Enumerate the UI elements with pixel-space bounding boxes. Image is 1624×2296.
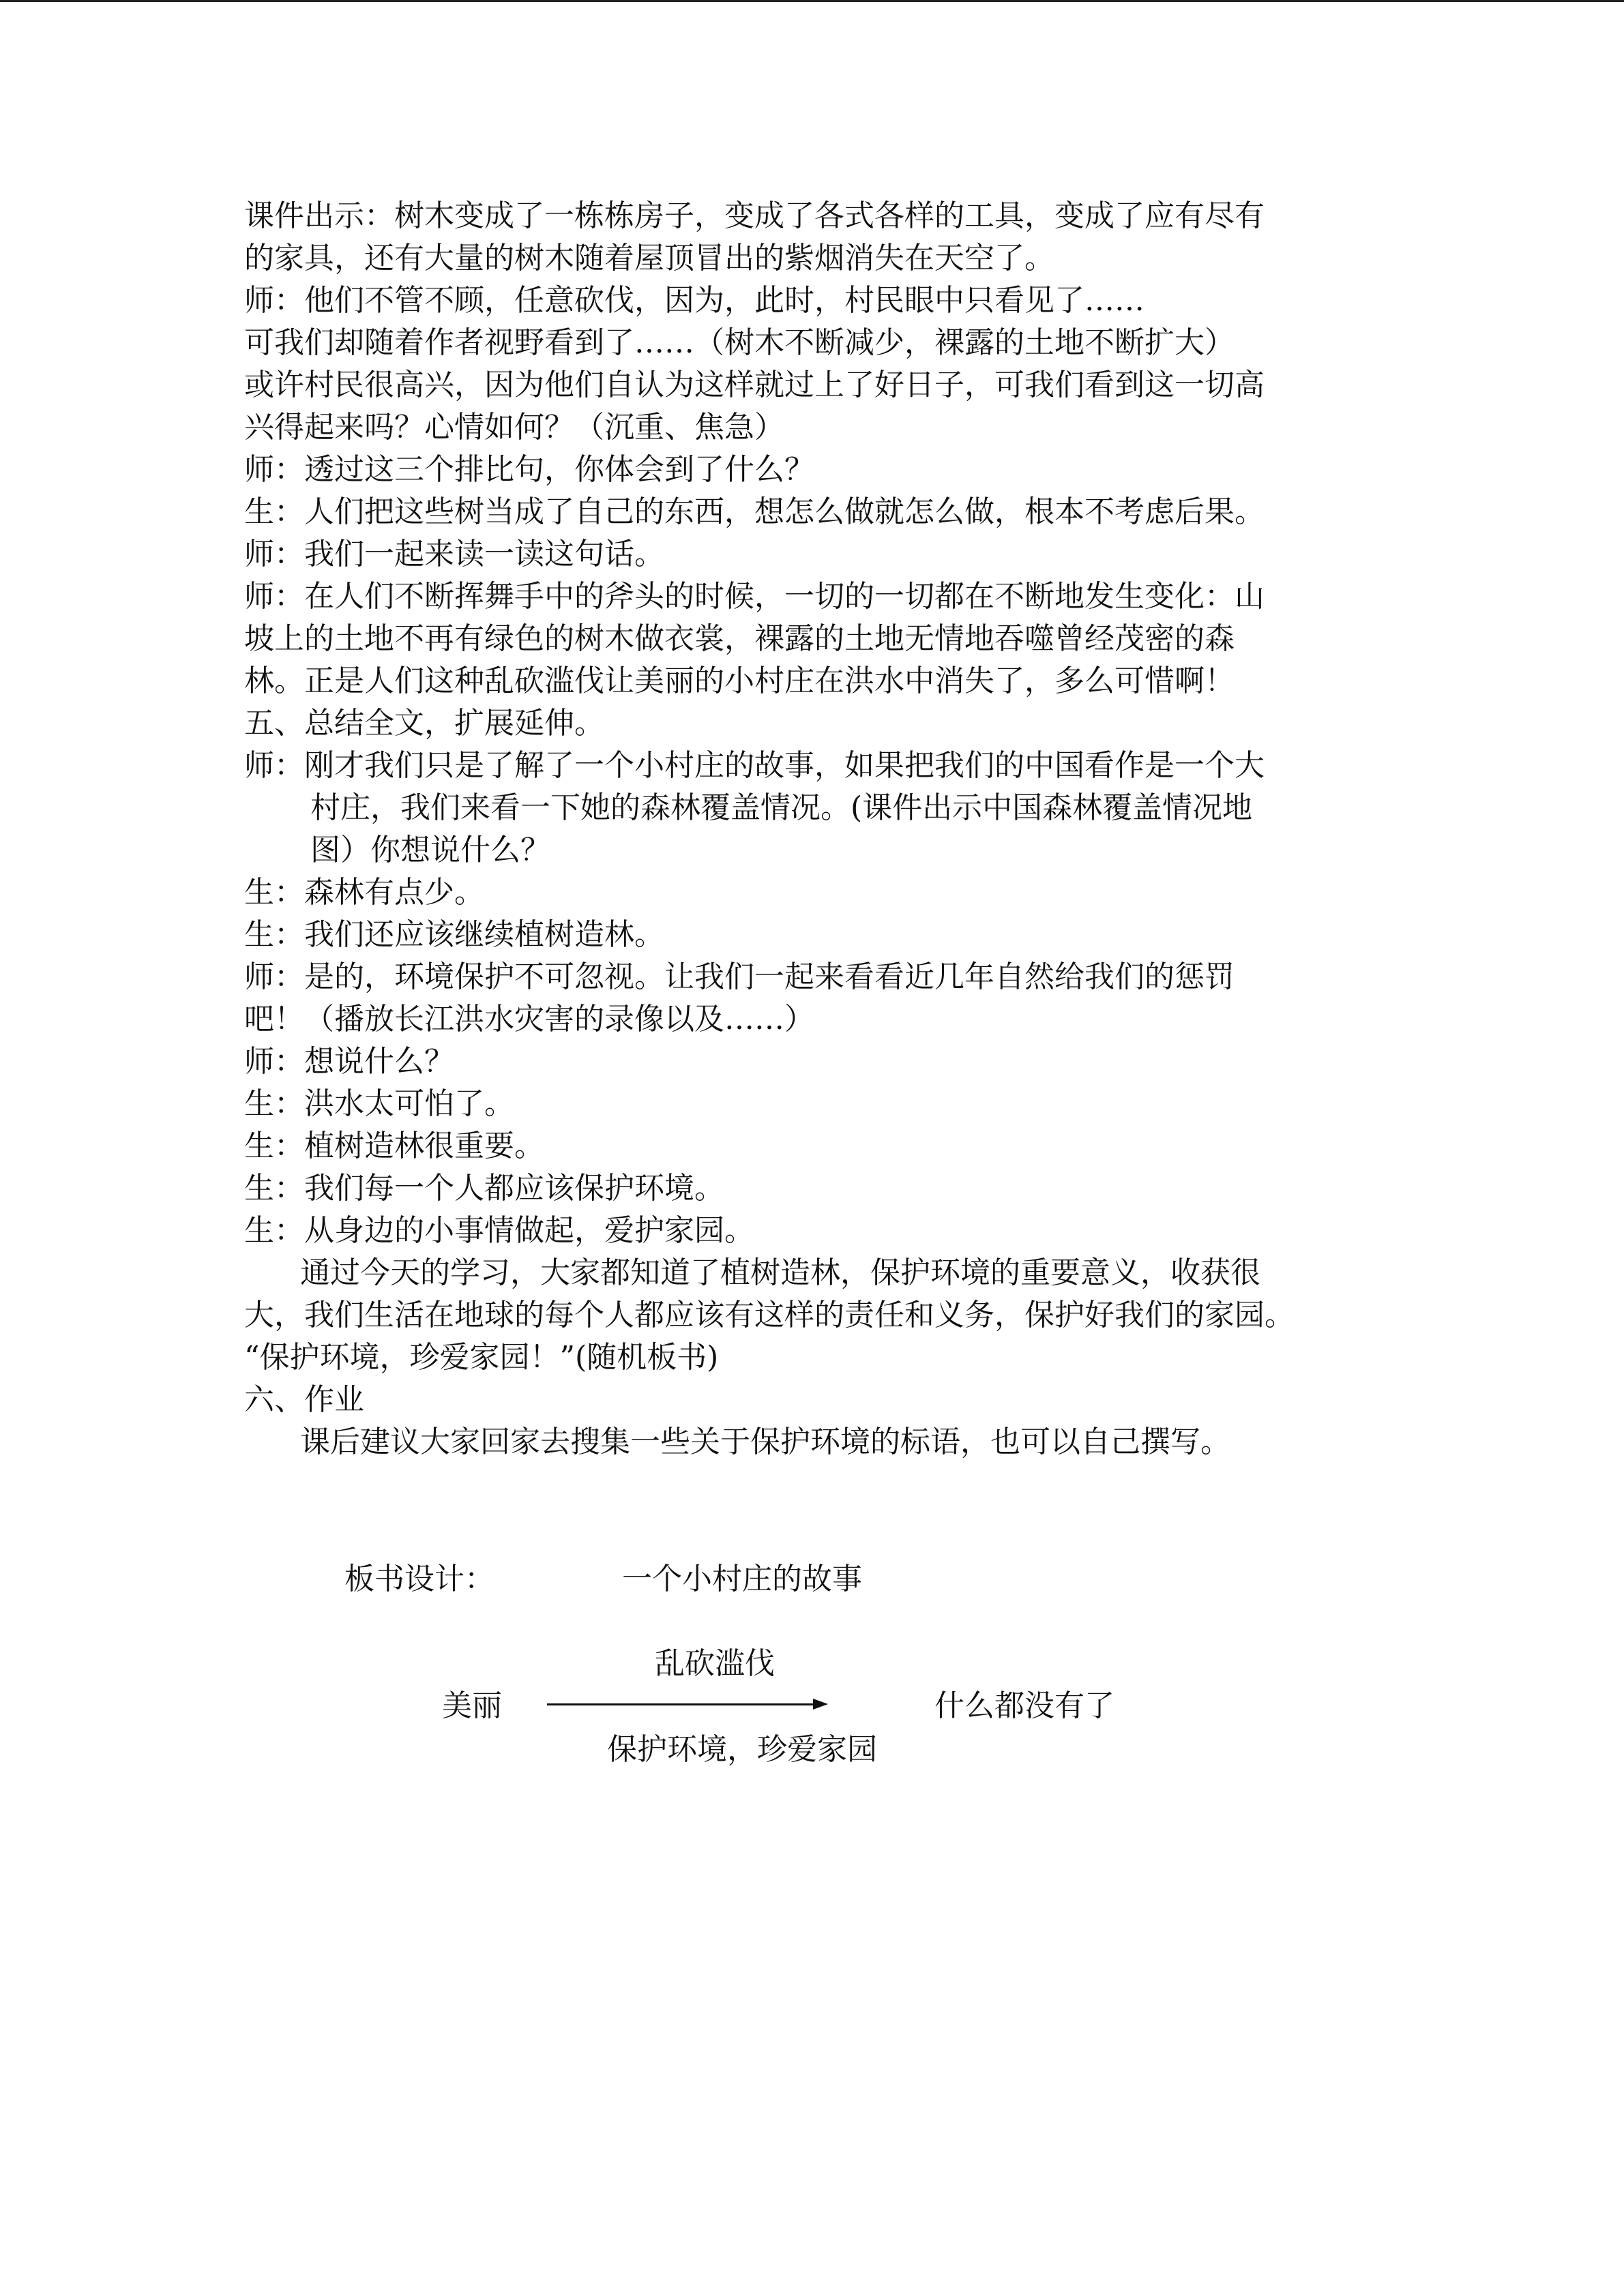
text-line: 师：在人们不断挥舞手中的斧头的时候，一切的一切都在不断地发生变化：山 (244, 579, 1265, 614)
board-design-label: 板书设计： (344, 1562, 494, 1596)
text-line: 可我们却随着作者视野看到了……（树木不断减少，裸露的土地不断扩大） (244, 325, 1235, 360)
text-line: 课后建议大家回家去搜集一些关于保护环境的标语，也可以自己撰写。 (300, 1425, 1230, 1459)
board-right-term: 什么都没有了 (934, 1688, 1114, 1723)
text-line: 生：植树造林很重要。 (244, 1129, 544, 1163)
text-line: 大，我们生活在地球的每个人都应该有这样的责任和义务，保护好我们的家园。 (244, 1298, 1295, 1332)
lesson-text (244, 195, 1404, 1463)
text-line: “保护环境，珍爱家园！”(随机板书) (244, 1340, 719, 1375)
board-left-term: 美丽 (442, 1688, 502, 1723)
board-title: 一个小村庄的故事 (622, 1562, 862, 1596)
text-line: 师：想说什么？ (244, 1044, 454, 1079)
text-line: 吧！（播放长江洪水灾害的录像以及……） (244, 1002, 814, 1037)
text-line: 师：他们不管不顾，任意砍伐，因为，此时，村民眼中只看见了…… (244, 283, 1145, 318)
text-line: 六、作业 (244, 1382, 364, 1417)
board-arrowhead (813, 1699, 828, 1710)
text-line: 图）你想说什么？ (310, 833, 550, 867)
text-line: 师：透过这三个排比句，你体会到了什么？ (244, 452, 814, 487)
text-line: 生：人们把这些树当成了自己的东西，想怎么做就怎么做，根本不考虑后果。 (244, 494, 1265, 529)
board-above-arrow: 乱砍滥伐 (655, 1646, 775, 1681)
text-line: 生：我们还应该继续植树造林。 (244, 917, 664, 952)
board-below-arrow: 保护环境，珍爱家园 (607, 1732, 877, 1767)
page-top-border (0, 0, 1624, 2)
text-line: 村庄，我们来看一下她的森林覆盖情况。(课件出示中国森林覆盖情况地 (310, 790, 1253, 825)
text-line: 林。正是人们这种乱砍滥伐让美丽的小村庄在洪水中消失了，多么可惜啊！ (244, 664, 1235, 698)
text-line: 通过今天的学习，大家都知道了植树造林，保护环境的重要意义，收获很 (300, 1255, 1260, 1290)
text-line: 五、总结全文，扩展延伸。 (244, 706, 604, 741)
text-line: 师：是的，环境保护不可忽视。让我们一起来看看近几年自然给我们的惩罚 (244, 959, 1235, 994)
text-line: 课件出示：树木变成了一栋栋房子，变成了各式各样的工具，变成了应有尽有 (244, 198, 1265, 233)
text-line: 生：从身边的小事情做起，爱护家园。 (244, 1213, 754, 1248)
text-line: 师：刚才我们只是了解了一个小村庄的故事，如果把我们的中国看作是一个大 (244, 748, 1265, 783)
text-line: 的家具，还有大量的树木随着屋顶冒出的紫烟消失在天空了。 (244, 241, 1054, 275)
text-line: 生：洪水太可怕了。 (244, 1086, 514, 1121)
board-arrow (547, 1703, 820, 1705)
text-line: 师：我们一起来读一读这句话。 (244, 537, 664, 571)
text-line: 兴得起来吗？心情如何？（沉重、焦急） (244, 410, 784, 445)
text-line: 或许村民很高兴，因为他们自认为这样就过上了好日子，可我们看到这一切高 (244, 368, 1265, 402)
text-line: 坡上的土地不再有绿色的树木做衣裳，裸露的土地无情地吞噬曾经茂密的森 (244, 621, 1235, 656)
text-line: 生：我们每一个人都应该保护环境。 (244, 1171, 724, 1206)
text-line: 生：森林有点少。 (244, 875, 484, 910)
